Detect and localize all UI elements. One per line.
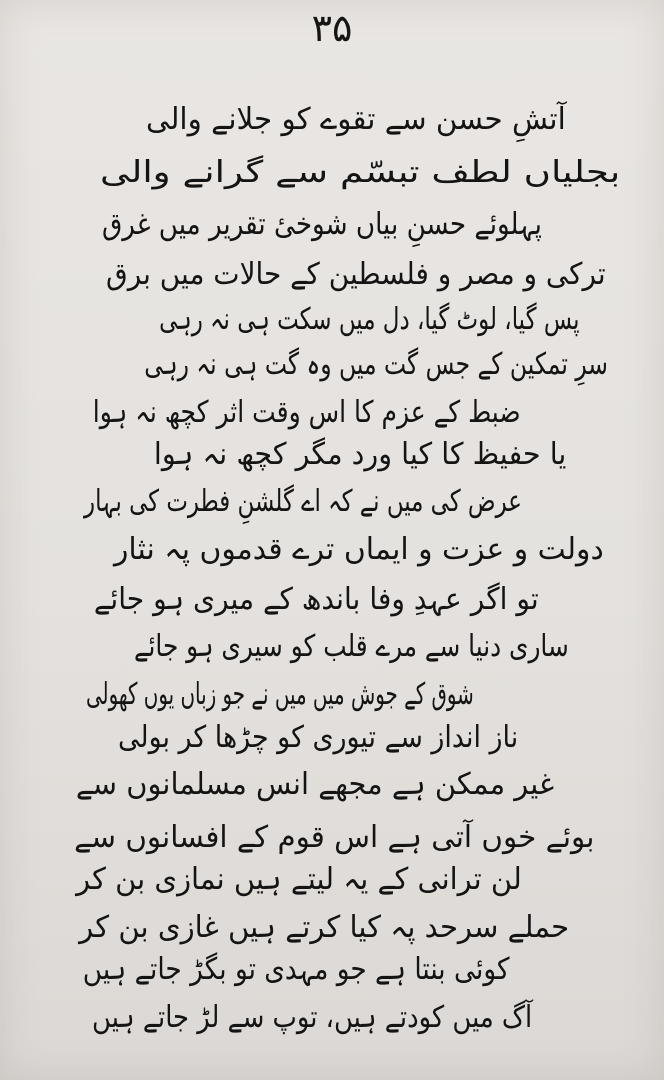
- poem-line-9: عرض کی میں نے کہ اے گلشنِ فطرت کی بہار: [84, 484, 522, 519]
- poem-line-13: شوق کے جوش میں میں نے جو زباں یوں کھولی: [86, 677, 474, 712]
- poem-line-6: سرِ تمکین کے جس گت میں وہ گت ہی نہ رہی: [144, 347, 608, 382]
- poem-line-1: آتشِ حسن سے تقوے کو جلانے والی: [146, 102, 566, 137]
- poem-line-8: یا حفیظ کا کیا ورد مگر کچھ نہ ہوا: [153, 437, 566, 472]
- poem-line-12: ساری دنیا سے مرے قلب کو سیری ہو جائے: [134, 629, 569, 664]
- poem-line-14: ناز انداز سے تیوری کو چڑھا کر بولی: [117, 720, 518, 755]
- poem-line-15: غیر ممکن ہے مجھے انس مسلمانوں سے: [75, 767, 554, 802]
- poem-line-11: تو اگر عہدِ وفا باندھ کے میری ہو جائے: [94, 582, 539, 617]
- page-number: ۳۵: [311, 6, 353, 50]
- poem-line-4: ترکی و مصر و فلسطین کے حالات میں برق: [106, 257, 606, 292]
- poem-line-17: لن ترانی کے یہ لیتے ہیں نمازی بن کر: [76, 862, 522, 897]
- poem-line-5: پس گیا، لوٹ گیا، دل میں سکت ہی نہ رہی: [158, 302, 579, 337]
- poem-line-18: حملے سرحد پہ کیا کرتے ہیں غازی بن کر: [79, 910, 569, 945]
- poem-line-7: ضبط کے عزم کا اس وقت اثر کچھ نہ ہوا: [93, 395, 521, 430]
- poem-line-3: پہلوئے حسنِ بیاں شوخیٔ تقریر میں غرق: [102, 207, 542, 242]
- poem-line-19: کوئی بنتا ہے جو مہدی تو بگڑ جاتے ہیں: [82, 952, 509, 987]
- poem-line-2: بجلیاں لطف تبسّم سے گرانے والی: [99, 155, 620, 190]
- poem-line-10: دولت و عزت و ایماں ترے قدموں پہ نثار: [114, 532, 604, 567]
- poem-line-16: بوئے خوں آتی ہے اس قوم کے افسانوں سے: [73, 820, 594, 855]
- poem-line-20: آگ میں کودتے ہیں، توپ سے لڑ جاتے ہیں: [91, 1000, 532, 1035]
